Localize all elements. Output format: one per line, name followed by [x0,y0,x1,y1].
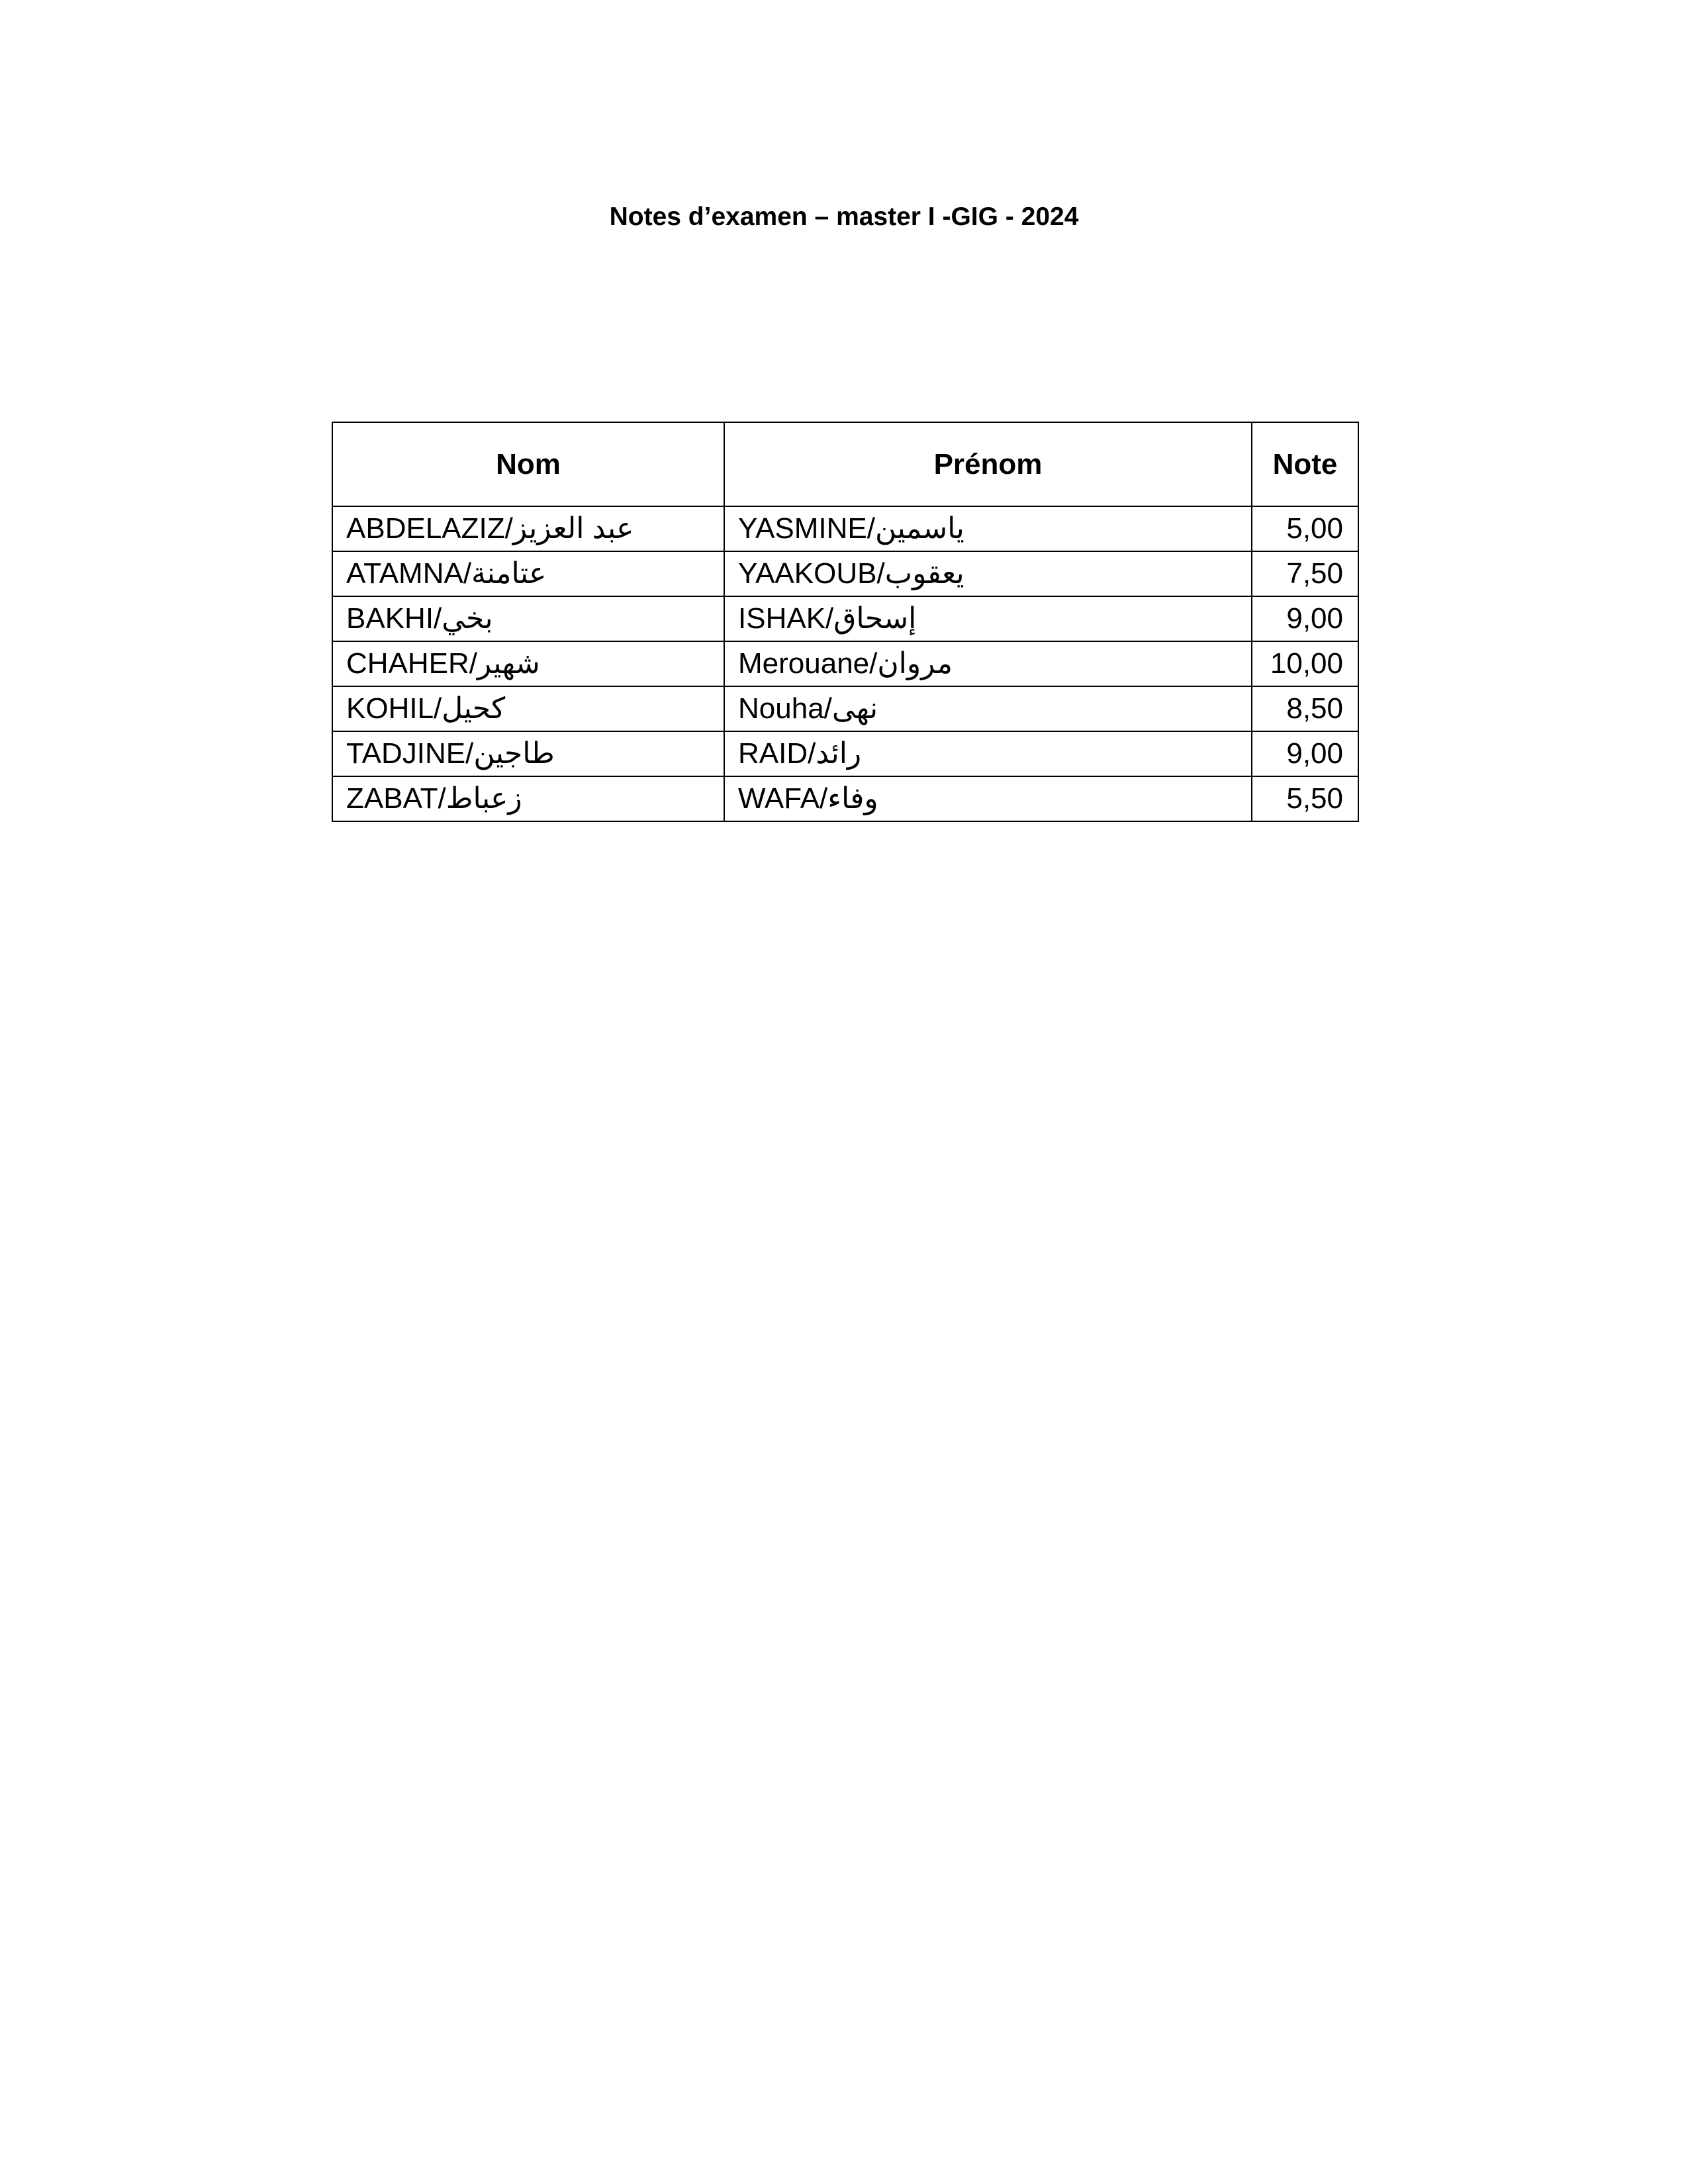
cell-prenom: WAFA/وفاء [724,776,1252,821]
cell-note: 9,00 [1252,731,1358,776]
cell-note: 8,50 [1252,686,1358,731]
cell-nom: KOHIL/كحيل [332,686,724,731]
table-row [332,776,1358,821]
cell-note: 9,00 [1252,596,1358,641]
column-header-nom: Nom [332,422,724,506]
cell-nom: CHAHER/شهير [332,641,724,686]
column-header-prenom: Prénom [724,422,1252,506]
grades-table [332,422,1359,822]
table-row [332,551,1358,596]
table-row [332,641,1358,686]
cell-note: 5,00 [1252,506,1358,551]
cell-prenom: RAID/رائد [724,731,1252,776]
cell-prenom: Merouane/مروان [724,641,1252,686]
cell-note: 7,50 [1252,551,1358,596]
column-header-note: Note [1252,422,1358,506]
cell-nom: ZABAT/زعباط [332,776,724,821]
cell-prenom: YASMINE/ياسمين [724,506,1252,551]
cell-prenom: Nouha/نهى [724,686,1252,731]
table-row [332,731,1358,776]
cell-note: 10,00 [1252,641,1358,686]
table-header-row [332,422,1358,506]
page-title: Notes d’examen – master I -GIG - 2024 [609,203,1079,231]
cell-prenom: YAAKOUB/يعقوب [724,551,1252,596]
table-row [332,596,1358,641]
cell-nom: BAKHI/بخي [332,596,724,641]
cell-nom: ATAMNA/عتامنة [332,551,724,596]
cell-note: 5,50 [1252,776,1358,821]
cell-prenom: ISHAK/إسحاق [724,596,1252,641]
table-row [332,506,1358,551]
cell-nom: ABDELAZIZ/عبد العزيز [332,506,724,551]
cell-nom: TADJINE/طاجين [332,731,724,776]
table-row [332,686,1358,731]
